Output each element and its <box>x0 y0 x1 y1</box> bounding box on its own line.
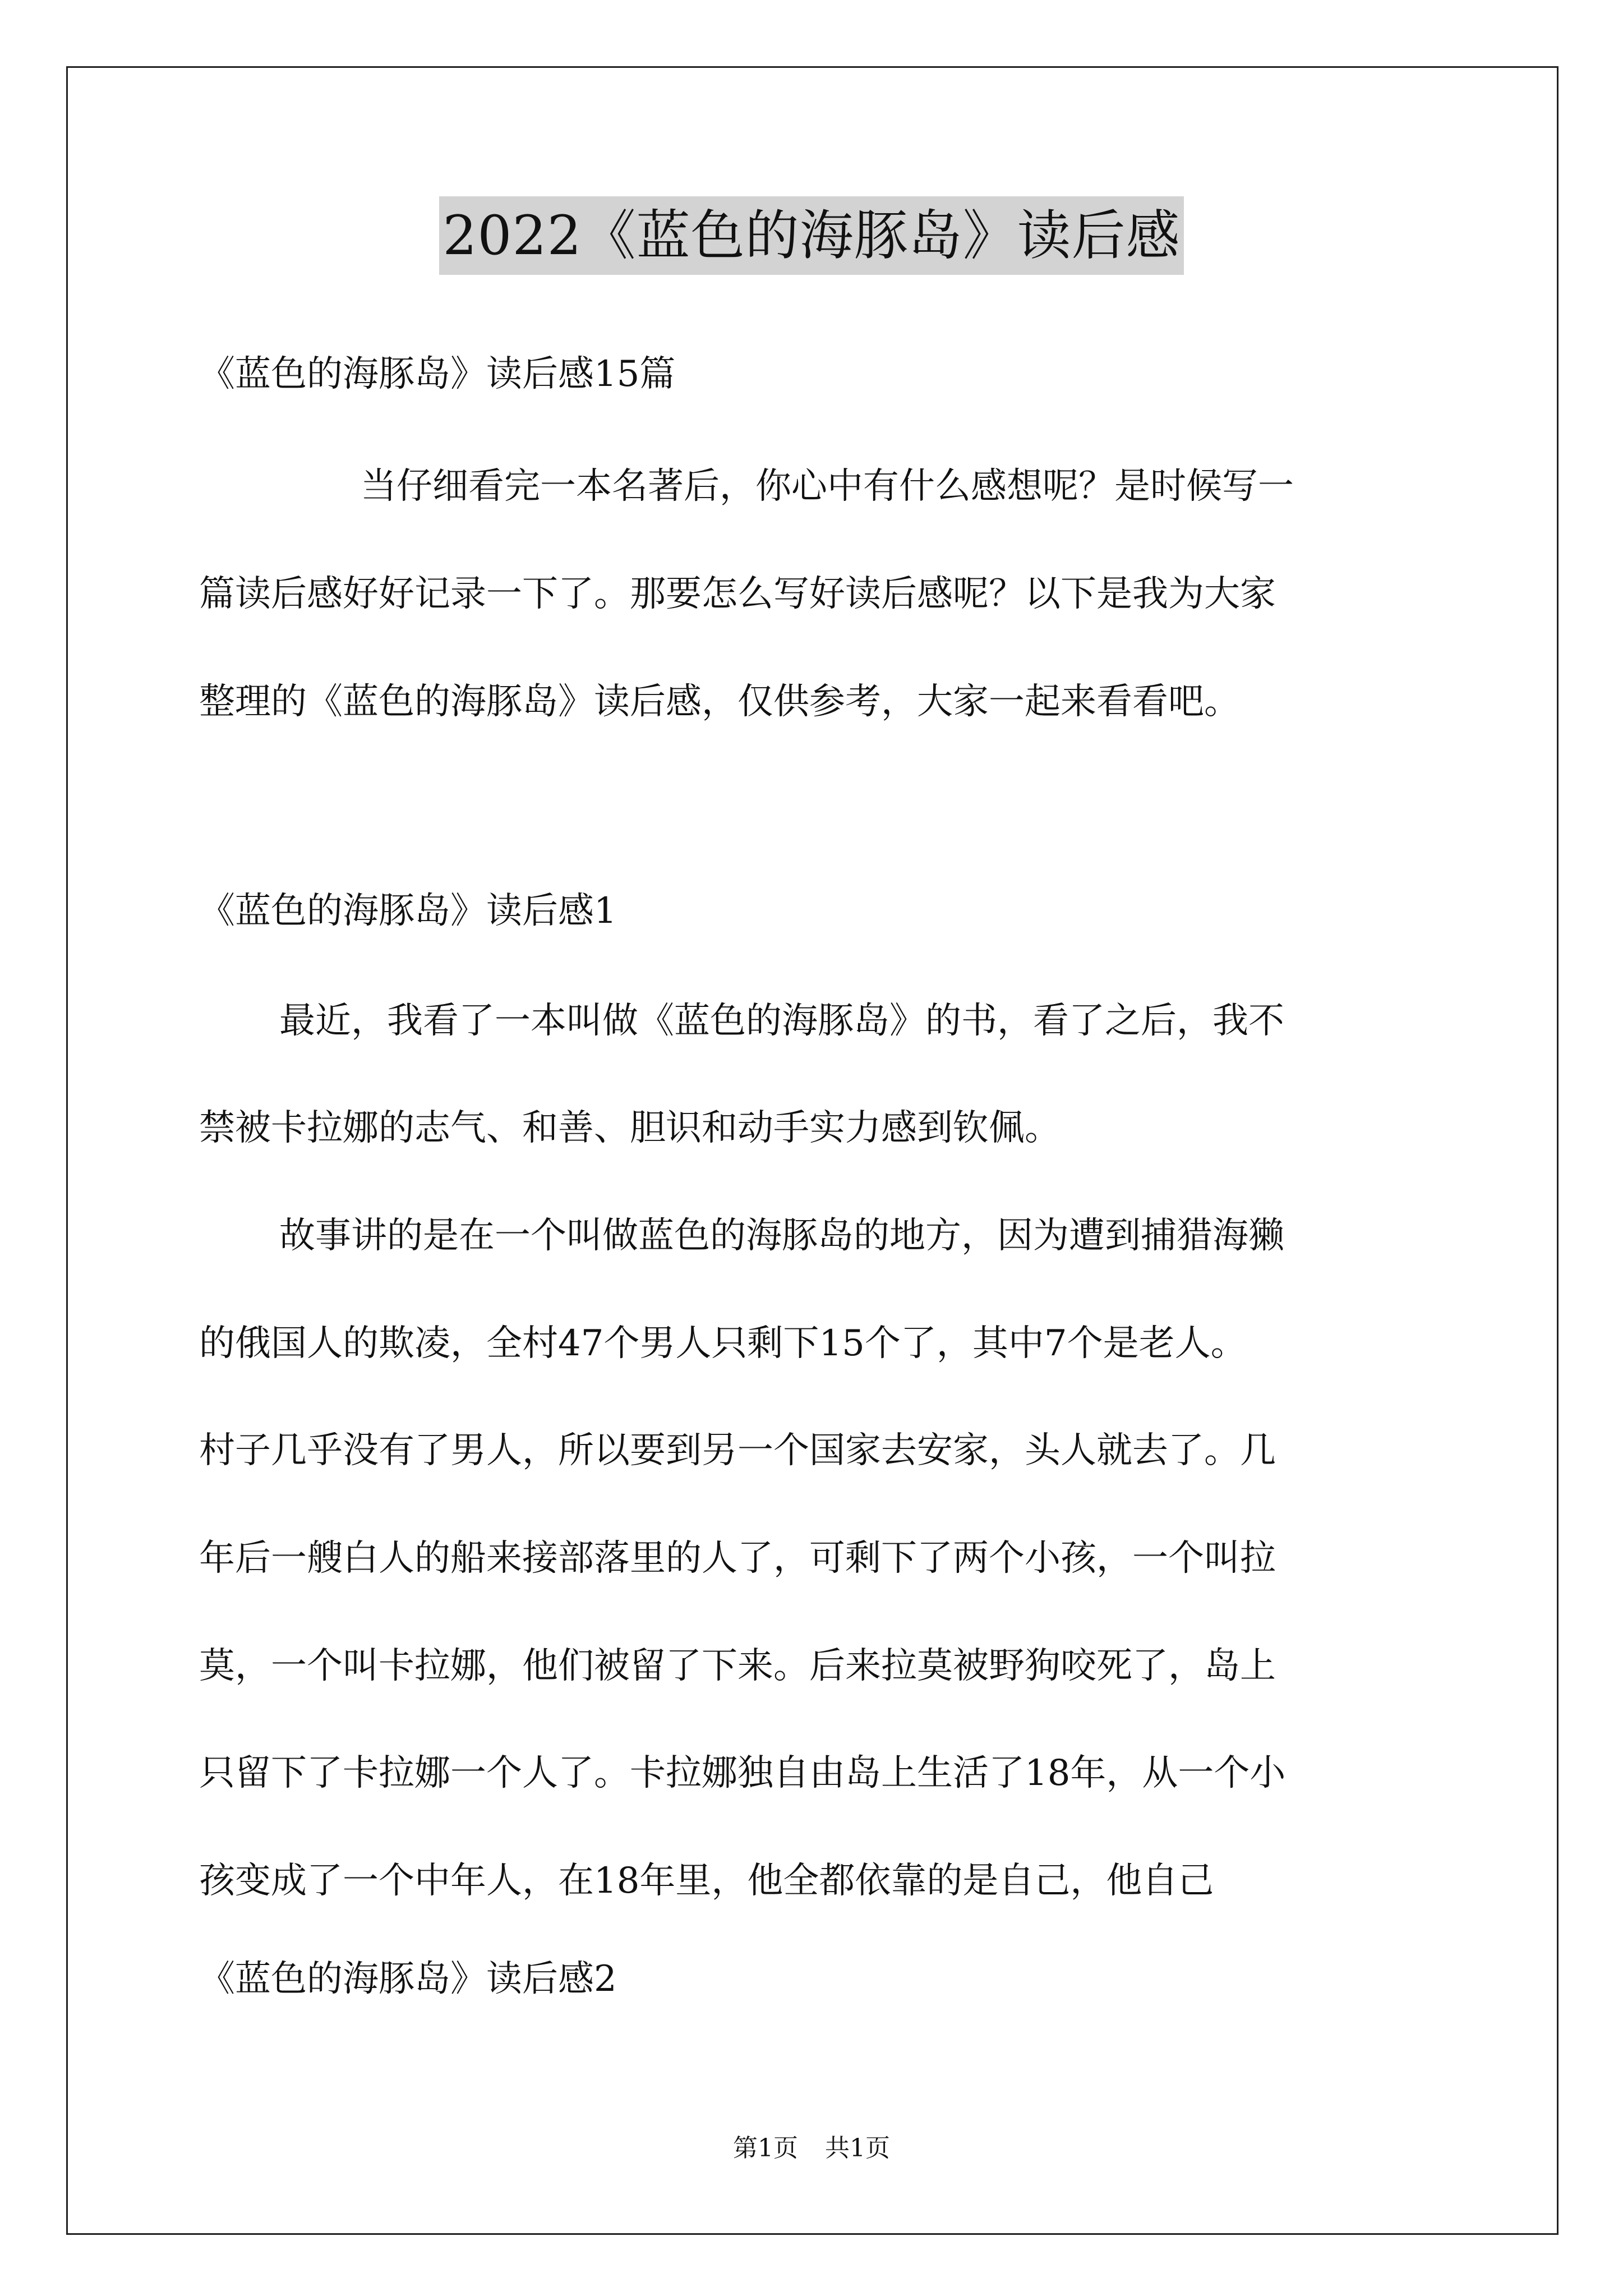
intro-line-2: 篇读后感好好记录一下了。那要怎么写好读后感呢？以下是我为大家 <box>199 573 1276 615</box>
section1-p2-line-3: 村子几乎没有了男人，所以要到另一个国家去安家，头人就去了。几 <box>199 1430 1276 1471</box>
section1-p2-line-5: 莫，一个叫卡拉娜，他们被留了下来。后来拉莫被野狗咬死了，岛上 <box>199 1645 1276 1687</box>
section1-p2-line-2: 的俄国人的欺凌，全村47个男人只剩下15个了，其中7个是老人。 <box>199 1323 1247 1364</box>
section1-p2-line-6: 只留下了卡拉娜一个人了。卡拉娜独自由岛上生活了18年，从一个小 <box>199 1752 1286 1794</box>
page-total: 共1页 <box>825 2134 890 2162</box>
title-container <box>0 196 1623 275</box>
section1-p1-line-2: 禁被卡拉娜的志气、和善、胆识和动手实力感到钦佩。 <box>199 1107 1061 1149</box>
section-heading-2: 《蓝色的海豚岛》读后感2 <box>199 1958 617 2000</box>
section1-p2-line-7: 孩变成了一个中年人，在18年里，他全都依靠的是自己，他自己 <box>199 1860 1214 1902</box>
document-title: 2022《蓝色的海豚岛》读后感 <box>439 196 1183 275</box>
intro-line-3: 整理的《蓝色的海豚岛》读后感，仅供参考，大家一起来看看吧。 <box>199 681 1240 723</box>
page-footer <box>0 2132 1623 2165</box>
section1-p2-line-4: 年后一艘白人的船来接部落里的人了，可剩下了两个小孩，一个叫拉 <box>199 1538 1276 1579</box>
section1-p1-line-1: 最近，我看了一本叫做《蓝色的海豚岛》的书，看了之后，我不 <box>279 1000 1284 1042</box>
intro-line-1: 当仔细看完一本名著后，你心中有什么感想呢？是时候写一 <box>361 466 1294 507</box>
section1-p2-line-1: 故事讲的是在一个叫做蓝色的海豚岛的地方，因为遭到捕猎海獭 <box>279 1215 1284 1257</box>
document-subtitle: 《蓝色的海豚岛》读后感15篇 <box>199 353 676 395</box>
page-number: 第1页 <box>733 2134 798 2162</box>
section-heading-1: 《蓝色的海豚岛》读后感1 <box>199 890 617 932</box>
